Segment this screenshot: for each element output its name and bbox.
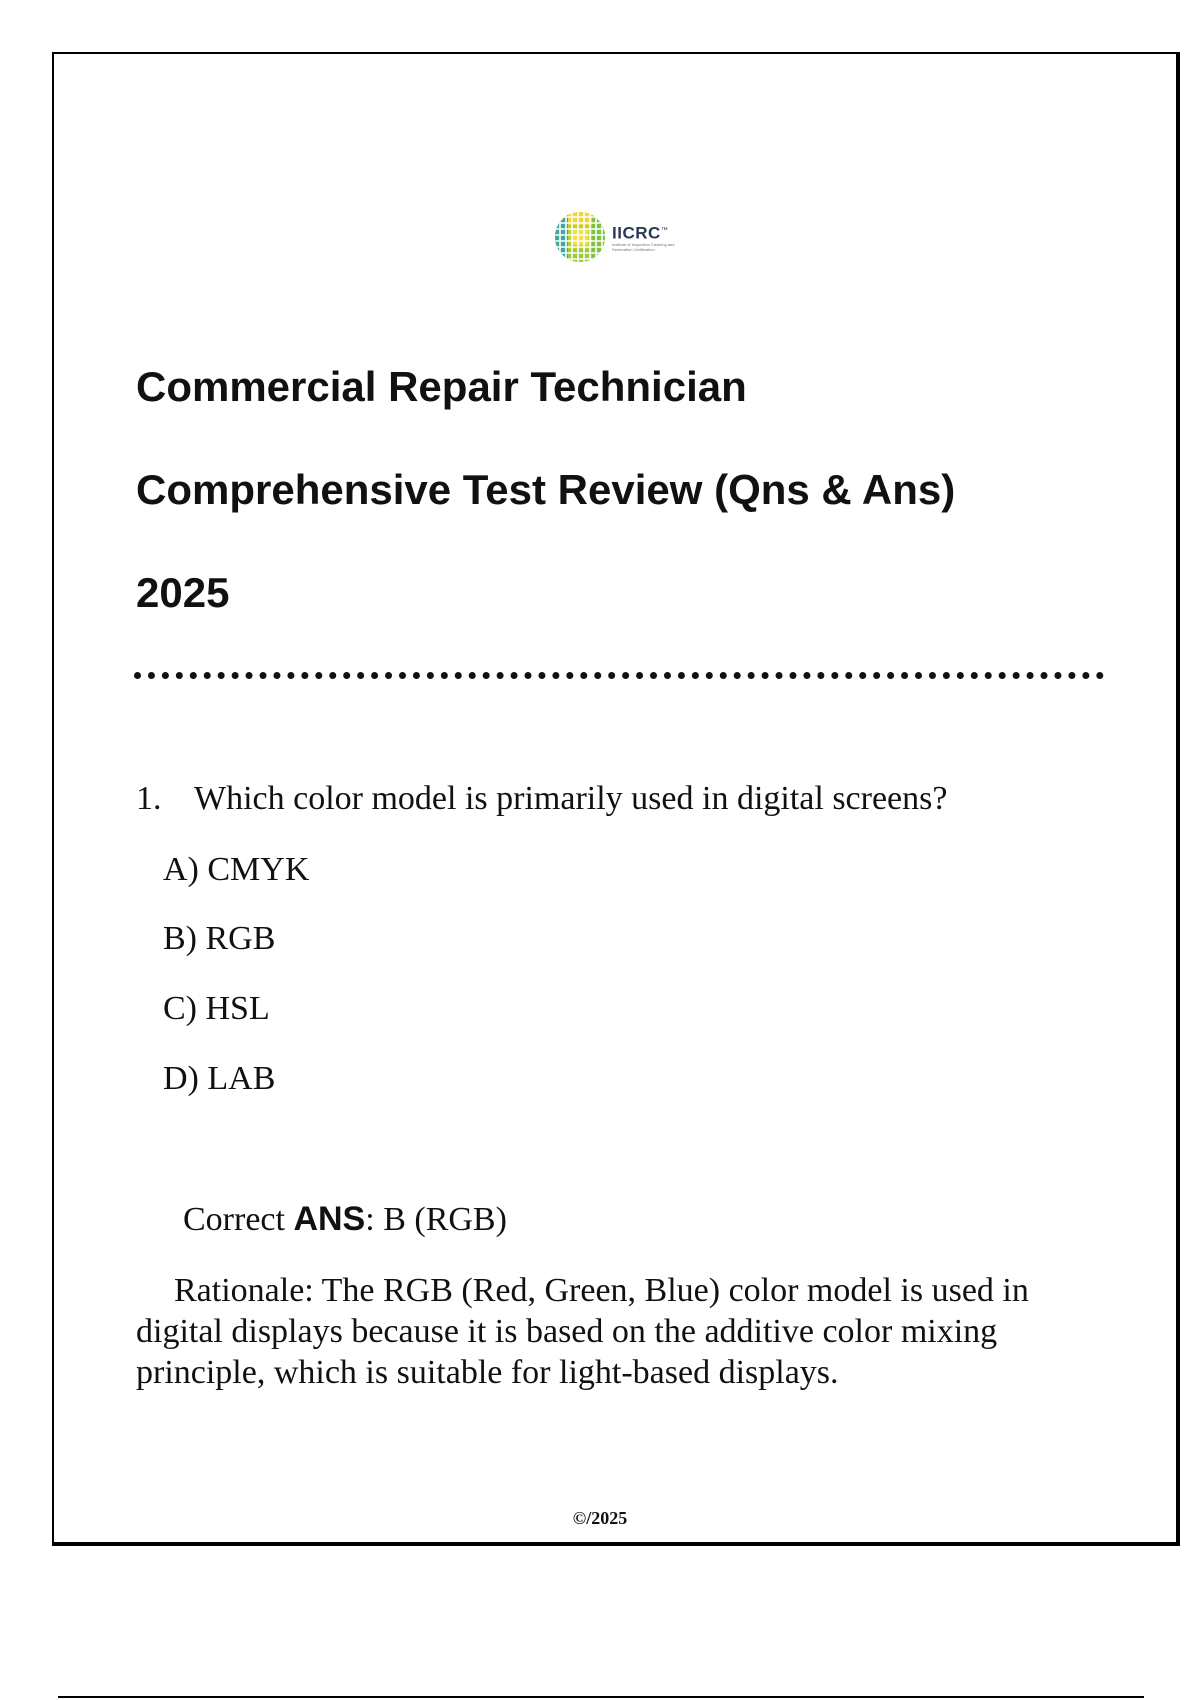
answer-value: : B (RGB): [365, 1201, 507, 1238]
logo-tagline: Institute of Inspection Cleaning and Restoration Certification: [612, 242, 675, 253]
dotted-separator: [134, 672, 1104, 679]
trademark-mark: ™: [660, 226, 669, 234]
question-text: Which color model is primarily used in digital screens?: [194, 780, 948, 817]
logo-name: IICRC™: [612, 223, 669, 243]
option-a: A) CMYK: [163, 851, 310, 888]
bottom-rule: [58, 1696, 1144, 1698]
iicrc-logo: [554, 210, 682, 264]
answer-key: ANS: [293, 1200, 366, 1238]
option-b: B) RGB: [163, 920, 276, 957]
title-line-3: 2025: [136, 569, 230, 616]
question-number: 1.: [136, 780, 162, 817]
answer-prefix: Correct: [183, 1201, 294, 1238]
option-d: D) LAB: [163, 1060, 276, 1097]
footer-copyright: ©/2025: [572, 1508, 628, 1528]
logo-text: [612, 222, 682, 253]
title-line-2: Comprehensive Test Review (Qns & Ans): [136, 466, 956, 513]
correct-answer: [183, 1198, 507, 1241]
option-c: C) HSL: [163, 990, 270, 1027]
question-1: [136, 778, 947, 820]
title-line-1: Commercial Repair Technician: [136, 363, 747, 410]
globe-grid-icon: [554, 211, 606, 263]
rationale: Rationale: The RGB (Red, Green, Blue) color model is used in digital displays because it is based on the additive color mixing principle, which is suitable for light-based displays.: [136, 1272, 1029, 1391]
